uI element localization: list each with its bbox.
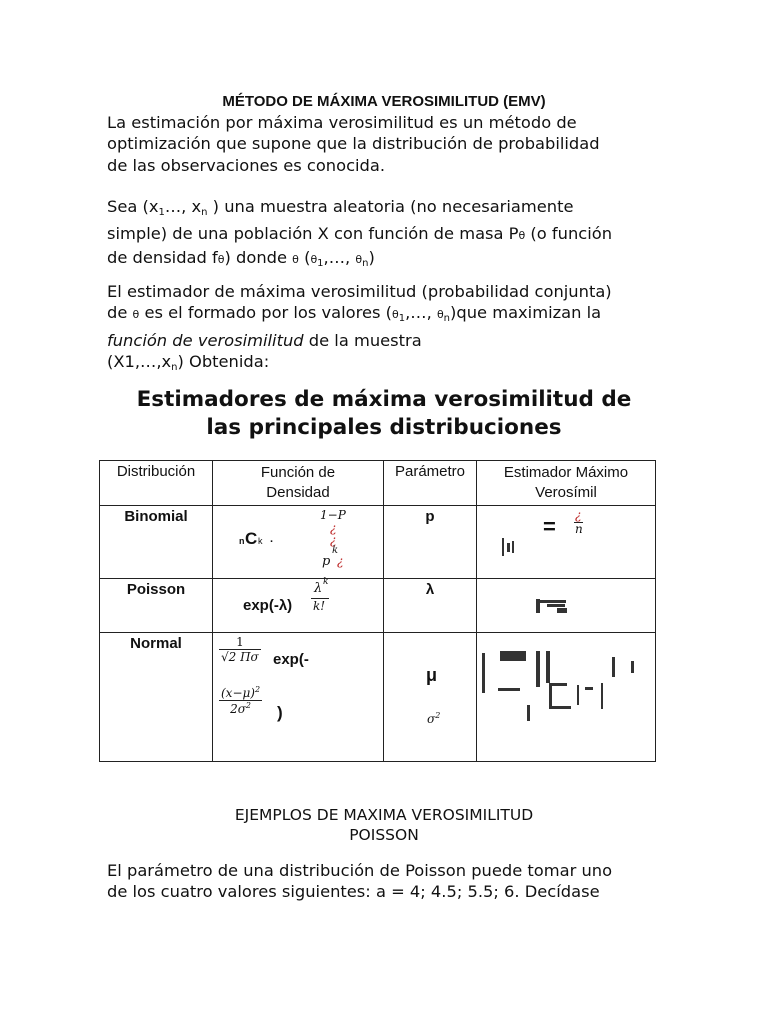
final-line-1: El parámetro de una distribución de Poisson puede tomar uno (107, 861, 613, 880)
row-poisson-density (213, 579, 384, 633)
image-fragment (498, 688, 520, 691)
image-fragment (507, 543, 510, 552)
estimator-text-rest: de la muestra (303, 330, 422, 350)
combination-c: C (245, 529, 258, 548)
sample-sub-1: 1 (158, 207, 165, 218)
estimator-text-b: es el formado por los valores ( (139, 303, 393, 323)
sample-paragraph (107, 196, 667, 274)
section-heading (0, 386, 768, 442)
image-fragment (512, 541, 514, 553)
binomial-one-minus-p: 1−P (320, 508, 346, 522)
header-distribution: Distribución (100, 461, 213, 506)
image-fragment (551, 683, 567, 686)
sample-text-a2: …, x (164, 197, 202, 216)
estimator-text-l4a: (X1,…,x (107, 351, 172, 371)
examples-title-line-2: POISSON (349, 826, 419, 844)
row-normal-param (384, 633, 477, 762)
estimator-sub-n: n (443, 313, 451, 325)
section-heading-line-1: Estimadores de máxima verosimilitud de (136, 387, 632, 412)
row-normal-name: Normal (100, 633, 213, 762)
normal-frac1-num: 1 (219, 635, 261, 650)
estimator-text-l4b: ) Obtenida: (177, 351, 270, 371)
table-row (100, 633, 656, 762)
normal-frac2-num-text: (x−μ) (221, 686, 255, 700)
binomial-glyph-3: ¿ (337, 554, 344, 568)
estimator-text-a: de (107, 303, 133, 323)
intro-paragraph (107, 112, 667, 176)
sample-text-a1: Sea (x (107, 197, 159, 216)
image-fragment (585, 687, 593, 690)
estimator-line-2 (107, 302, 667, 329)
normal-frac2-den (219, 701, 262, 716)
image-fragment (557, 608, 567, 613)
image-fragment (536, 651, 540, 687)
estimator-paragraph (107, 281, 667, 378)
theta-symbol: θ (310, 252, 318, 266)
sample-text-c2: ) donde (224, 247, 293, 267)
sample-line-1 (107, 196, 667, 223)
image-fragment (631, 661, 634, 673)
header-parameter: Parámetro (384, 461, 477, 506)
estimator-equals: = (543, 514, 556, 539)
sample-sub-n: n (201, 207, 208, 218)
poisson-lambda: λ (314, 581, 323, 596)
combination-k: k (258, 536, 263, 546)
examples-title (0, 805, 768, 845)
intro-line-3: de las observaciones es conocida. (107, 155, 386, 175)
row-binomial-name: Binomial (100, 506, 213, 579)
row-poisson-param: λ (384, 579, 477, 633)
poisson-k-exponent: k (323, 577, 329, 587)
sample-text-b: simple) de una población X con función de masa P (107, 224, 519, 244)
section-heading-line-2: las principales distribuciones (206, 415, 562, 440)
final-line-2: de los cuatro valores siguientes: a = 4; 4.5; 5.5; 6. Decídase (107, 882, 600, 902)
combination-dot: . (270, 533, 274, 545)
final-paragraph (107, 860, 667, 903)
normal-frac2 (219, 685, 262, 716)
binomial-glyph-2: ¿ (330, 533, 337, 547)
normal-close-paren: ) (277, 703, 283, 722)
image-fragment (547, 604, 565, 607)
sample-text-b2: (o función (525, 224, 613, 244)
sample-line-2 (107, 223, 667, 246)
table-row (100, 506, 656, 579)
row-normal-density (213, 633, 384, 762)
estimator-line-3 (107, 330, 667, 351)
image-fragment (549, 706, 571, 709)
row-poisson-name: Poisson (100, 579, 213, 633)
estimator-text-d: )que maximizan la (450, 303, 602, 323)
sample-text-c5: ) (368, 247, 375, 267)
combination-n: n (239, 536, 245, 546)
sample-sub-1: 1 (317, 257, 324, 269)
sample-text-c3: ( (298, 247, 311, 267)
binomial-glyph-1: ¿ (330, 521, 337, 535)
sample-text-a3: ) una muestra aleatoria (no necesariamente (207, 197, 574, 216)
normal-frac1-den: √2 Πσ (221, 650, 259, 664)
row-normal-estimator (477, 633, 656, 762)
image-fragment (502, 538, 504, 556)
theta-symbol: θ (518, 229, 526, 243)
normal-param-mu: μ (426, 665, 438, 685)
header-estimator: Estimador Máximo Verosímil (477, 461, 656, 506)
row-binomial-param: p (384, 506, 477, 579)
document-title: MÉTODO DE MÁXIMA VEROSIMILITUD (EMV) (222, 93, 546, 110)
image-fragment (540, 600, 566, 603)
poisson-k-factorial: k! (313, 599, 326, 613)
estimator-numerator: ¿ (575, 508, 582, 522)
normal-frac2-num-sup: 2 (254, 685, 261, 694)
normal-frac2-num (219, 685, 262, 701)
sample-text-c1: de densidad f (107, 247, 218, 267)
normal-param-sigma (427, 711, 440, 726)
sample-text-c4: ,…, (323, 247, 356, 267)
theta-symbol: θ (217, 252, 225, 266)
estimator-text-c: ,…, (405, 303, 437, 323)
binomial-k-exponent: k (332, 545, 339, 556)
normal-exp: exp(- (273, 651, 309, 668)
estimator-sub-1: 1 (398, 313, 406, 325)
theta-symbol: θ (355, 252, 363, 266)
image-fragment (500, 651, 526, 661)
theta-symbol: θ (436, 308, 444, 322)
examples-title-line-1: EJEMPLOS DE MAXIMA VEROSIMILITUD (234, 806, 534, 824)
row-poisson-estimator (477, 579, 656, 633)
sample-sub-n: n (362, 257, 369, 269)
image-fragment (577, 685, 579, 705)
table-header-row (100, 461, 656, 506)
header-density: Función de Densidad (213, 461, 384, 506)
likelihood-function-term: función de verosimilitud (107, 330, 304, 350)
normal-frac2-den-text: 2σ (230, 702, 246, 716)
theta-symbol: θ (292, 252, 299, 266)
normal-frac2-den-sup: 2 (245, 701, 251, 710)
image-fragment (546, 651, 550, 683)
poisson-exp: exp(-λ) (243, 597, 293, 614)
row-binomial-estimator (477, 506, 656, 579)
image-fragment (527, 705, 530, 721)
estimator-sub-n: n (171, 361, 178, 373)
estimator-line-1: El estimador de máxima verosimilitud (probabilidad conjunta) (107, 282, 612, 301)
intro-line-2: optimización que supone que la distribución de probabilidad (107, 134, 600, 154)
sample-line-3 (107, 247, 667, 274)
image-fragment (612, 657, 615, 677)
row-binomial-density (213, 506, 384, 579)
theta-symbol: θ (132, 308, 140, 322)
sigma-exponent: 2 (435, 711, 441, 720)
image-fragment (482, 653, 485, 693)
distributions-table (99, 460, 656, 762)
binomial-p: p (322, 554, 331, 569)
intro-line-1: La estimación por máxima verosimilitud es un método de (107, 113, 577, 132)
normal-frac1 (219, 635, 261, 664)
sigma-symbol: σ (427, 712, 436, 726)
estimator-line-4 (107, 351, 667, 378)
theta-symbol: θ (392, 308, 399, 322)
table-row (100, 579, 656, 633)
image-fragment (601, 683, 603, 709)
estimator-denominator: n (575, 522, 583, 536)
